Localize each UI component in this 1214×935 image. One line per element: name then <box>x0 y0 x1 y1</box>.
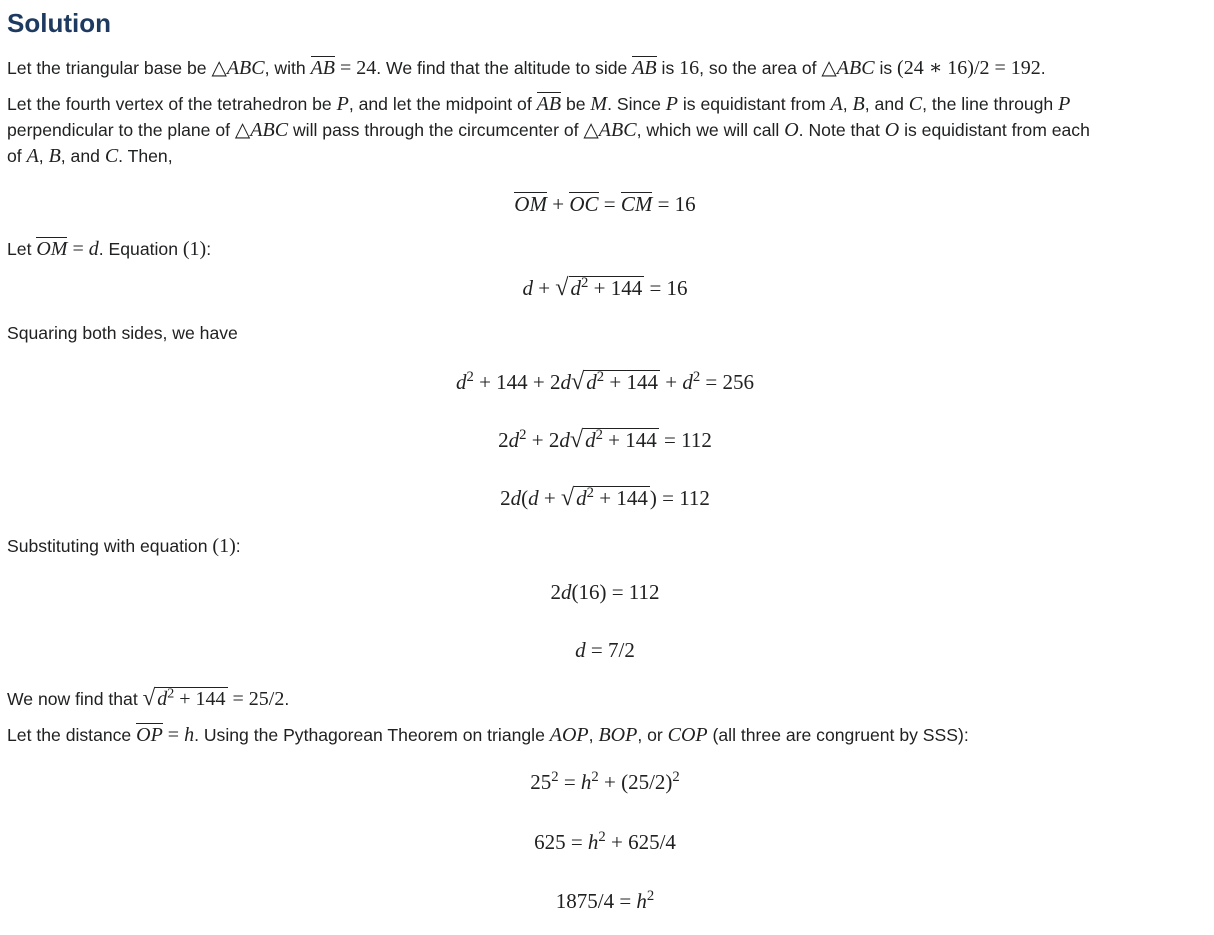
paragraph-let-om-d: Let OM = d. Equation (1): <box>7 238 212 260</box>
equation-squared: $d^2 + 144 + 2d√d^2 + 144 + d^2 = 256$ <box>456 368 754 395</box>
equation-d-value: d = 7/2 <box>575 638 635 662</box>
equation-625: $625 = h^2 + 625/4$ <box>534 828 676 854</box>
equation-2d-16: 2d(16) = 112 <box>550 580 660 604</box>
paragraph-squaring: Squaring both sides, we have <box>7 323 238 343</box>
paragraph-vertex-line-2: perpendicular to the plane of △ABC will pass through the circumcenter of △ABC, which we will call O. Note that O is equidistant from each <box>7 119 1090 141</box>
paragraph-pythagorean: Let the distance OP = h. Using the Pythagorean Theorem on triangle AOP, BOP, or COP (all three are congruent by SSS): <box>7 724 969 746</box>
math-16: 16 <box>679 57 700 79</box>
math-ab: AB <box>632 57 657 79</box>
math-ab-equals-24: AB = 24 <box>310 57 377 79</box>
section-title: Solution <box>7 8 111 38</box>
math-area-192: (24 ∗ 16)/2 = 192 <box>897 57 1041 79</box>
math-triangle-abc-2: △ABC <box>821 57 875 79</box>
equation-factored: $2d(d + √d^2 + 144) = 112$ <box>500 484 710 511</box>
equation-om-oc-cm: OM + OC = CM = 16 <box>514 192 696 216</box>
equation-1875: $1875/4 = h^2$ <box>555 887 655 913</box>
paragraph-sqrt-result: We now find that √ $d^2 + 144 = 25/2$. <box>7 685 290 710</box>
paragraph-base-area: Let the triangular base be △ABC, with AB = 24. We find that the altitude to side AB is 16, so the area of △ABC is (24 ∗ 16)/2 = 192. <box>7 57 1046 79</box>
math-triangle-abc: △ABC <box>211 57 265 79</box>
equation-pythagorean: $25^2 = h^2 + (25/2)^2$ <box>530 768 680 794</box>
paragraph-vertex-line-1: Let the fourth vertex of the tetrahedron be P, and let the midpoint of AB be M. Since P is equidistant from A, B, and C, the line through P <box>7 93 1071 115</box>
paragraph-vertex-line-3: of A, B, and C. Then, <box>7 145 173 167</box>
equation-1: $d + √d^2 + 144 = 16$ <box>522 274 688 301</box>
paragraph-substituting: Substituting with equation (1): <box>7 535 241 557</box>
equation-simplified: $2d^2 + 2d√d^2 + 144 = 112$ <box>498 426 712 453</box>
